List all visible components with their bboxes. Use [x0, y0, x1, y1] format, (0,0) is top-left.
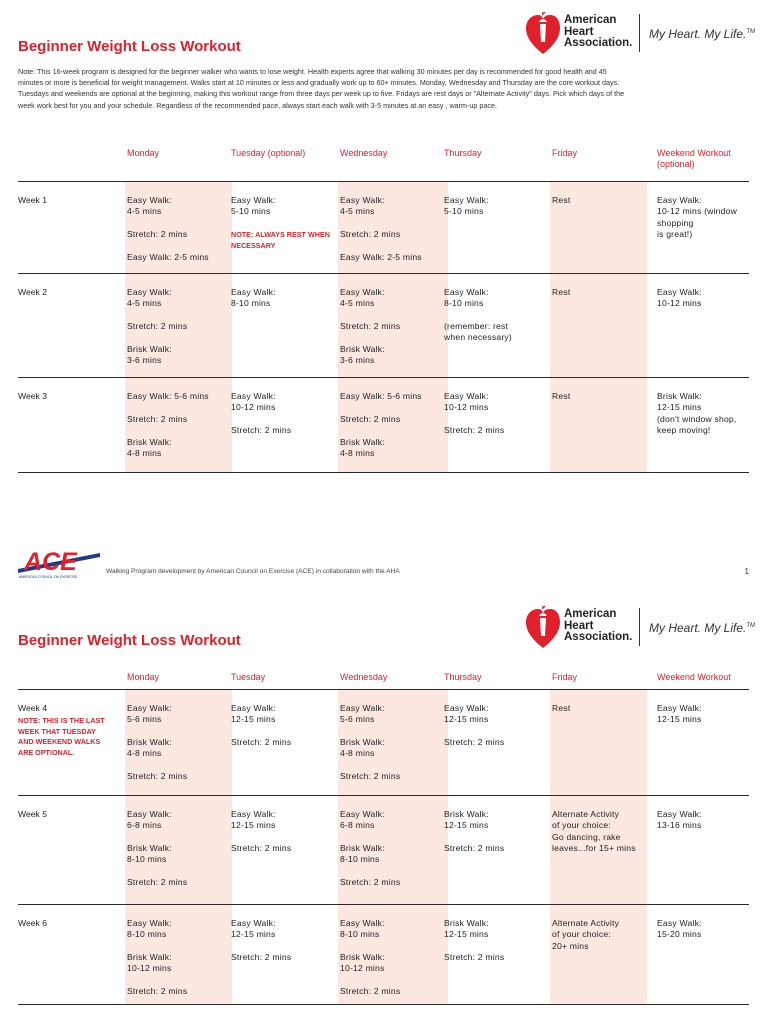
activity-item: Easy Walk: 5-6 mins: [127, 703, 172, 725]
org-line: Heart: [564, 25, 594, 38]
column-shade: [550, 181, 647, 472]
schedule-cell: [444, 195, 544, 229]
activity-item: Easy Walk: 12-15 mins: [231, 703, 276, 725]
rest-note: NOTE: ALWAYS REST WHEN NECESSARY: [231, 230, 330, 251]
org-line: Association.: [564, 631, 633, 643]
schedule-cell: [340, 703, 440, 794]
activity-item: Easy Walk: 8-10 mins: [127, 918, 172, 940]
table-rule: [18, 904, 749, 905]
activity-item: Rest: [552, 391, 571, 401]
column-header-tuesday: Tuesday (optional): [231, 148, 306, 158]
activity-item: Easy Walk: 12-15 mins: [444, 703, 489, 725]
schedule-cell: [127, 918, 227, 1009]
activity-item: Stretch: 2 mins: [340, 321, 401, 332]
schedule-cell: [231, 195, 331, 262]
schedule-cell: [657, 809, 749, 843]
schedule-cell: [127, 195, 227, 275]
heart-torch-icon: [525, 606, 561, 650]
aha-logo: [525, 606, 760, 650]
schedule-cell: [657, 703, 749, 737]
week-label: Week 1: [18, 195, 47, 205]
activity-item: Easy Walk: 15-20 mins: [657, 918, 702, 940]
week-label: Week 5: [18, 809, 47, 819]
activity-item: Stretch: 2 mins: [231, 425, 292, 436]
week-label: Week 3: [18, 391, 47, 401]
page-title: Beginner Weight Loss Workout: [18, 38, 241, 55]
activity-item: Easy Walk: 4-5 mins: [340, 195, 385, 217]
activity-item: Brisk Walk: 4-8 mins: [127, 737, 172, 759]
activity-item: Easy Walk: 8-10 mins: [340, 918, 385, 940]
schedule-cell: [231, 918, 331, 975]
activity-item: Brisk Walk: 3-6 mins: [127, 343, 172, 366]
column-header-thursday: Thursday: [444, 672, 482, 682]
table-rule: [18, 795, 749, 796]
schedule-cell: [340, 809, 440, 900]
activity-item: Rest: [552, 195, 571, 205]
activity-item: Stretch: 2 mins: [231, 952, 292, 963]
table-rule: [18, 689, 749, 690]
org-line: American: [564, 14, 617, 26]
activity-item: Rest: [552, 703, 571, 713]
footer: [18, 545, 749, 581]
activity-item: Brisk Walk: 4-8 mins: [340, 737, 385, 759]
column-header-weekend: Weekend Workout (optional): [657, 148, 731, 169]
aha-wordmark: [564, 15, 632, 50]
activity-item: Easy Walk: 12-15 mins: [231, 918, 276, 940]
org-line: American: [564, 608, 617, 620]
schedule-cell: [231, 809, 331, 866]
activity-item: Easy Walk: 10-12 mins: [231, 391, 276, 413]
activity-item: Easy Walk: 10-12 mins: [444, 391, 489, 413]
activity-item: Brisk Walk: 4-8 mins: [127, 436, 172, 458]
activity-item: Brisk Walk: 4-8 mins: [340, 436, 385, 458]
column-header-weekend: Weekend Workout: [657, 672, 731, 682]
schedule-cell: [657, 195, 749, 252]
table-rule: [18, 181, 749, 182]
schedule-cell: [127, 287, 227, 378]
activity-item: Rest: [552, 287, 571, 297]
activity-item: Brisk Walk: 3-6 mins: [340, 343, 385, 366]
activity-item: Easy Walk: 8-10 mins: [231, 287, 276, 309]
activity-item: Alternate Activity of your choice: 20+ mins: [552, 918, 620, 951]
trademark-mark: TM: [746, 29, 756, 35]
activity-item: Stretch: 2 mins: [127, 229, 188, 240]
activity-item: Stretch: 2 mins: [127, 321, 188, 332]
column-header-friday: Friday: [552, 148, 578, 158]
schedule-cell: [444, 809, 544, 866]
ace-wordmark: ACE: [24, 548, 77, 576]
activity-item: Stretch: 2 mins: [444, 425, 505, 436]
activity-item: Easy Walk: 2-5 mins: [127, 251, 209, 262]
activity-item: Easy Walk: 4-5 mins: [340, 287, 385, 309]
activity-item: Easy Walk: 4-5 mins: [127, 287, 172, 309]
column-header-tuesday: Tuesday: [231, 672, 266, 682]
activity-item: Brisk Walk: 10-12 mins: [127, 952, 172, 974]
logo-divider: [639, 14, 640, 52]
activity-item: Stretch: 2 mins: [444, 843, 505, 854]
ace-tagline: AMERICAN COUNCIL ON EXERCISE: [19, 575, 78, 579]
activity-item: Easy Walk: 4-5 mins: [127, 195, 172, 217]
schedule-cell: [127, 391, 227, 471]
activity-item: Brisk Walk: 8-10 mins: [340, 843, 385, 865]
schedule-cell: [340, 391, 440, 471]
schedule-cell: [231, 391, 331, 448]
activity-item: Stretch: 2 mins: [231, 843, 292, 854]
trademark-mark: TM: [746, 623, 756, 629]
schedule-cell: [552, 195, 652, 218]
activity-item: Stretch: 2 mins: [340, 986, 401, 997]
activity-item: Stretch: 2 mins: [340, 771, 401, 782]
aha-logo: [525, 12, 760, 56]
activity-item: Stretch: 2 mins: [127, 986, 188, 997]
schedule-cell: [127, 703, 227, 794]
tagline-text: My Heart. My Life.: [649, 621, 747, 635]
activity-item: Stretch: 2 mins: [340, 877, 401, 888]
week-label: Week 4: [18, 703, 47, 713]
activity-item: Stretch: 2 mins: [127, 877, 188, 888]
activity-item: Easy Walk: 12-15 mins: [657, 703, 702, 725]
column-header-friday: Friday: [552, 672, 578, 682]
schedule-cell: [340, 918, 440, 1009]
schedule-cell: [552, 918, 652, 963]
page-title: Beginner Weight Loss Workout: [18, 632, 241, 649]
activity-item: Stretch: 2 mins: [340, 229, 401, 240]
schedule-cell: [340, 195, 440, 275]
schedule-cell: [444, 918, 544, 975]
activity-item: Stretch: 2 mins: [231, 737, 292, 748]
footer-credit: Walking Program development by American Council on Exercise (ACE) in collaboration with the AHA: [106, 568, 400, 575]
activity-item: Easy Walk: 8-10 mins: [444, 287, 489, 309]
schedule-cell: [657, 918, 749, 952]
activity-item: Easy Walk: 5-6 mins: [340, 391, 422, 401]
intro-note: Note: This 16-week program is designed for the beginner walker who wants to lose weight. Health experts agree that walking 30 minutes per day is recommended for good health and 45 minutes or more is beneficial for weight management. Walks start at 10 minutes or less and gradually work up to 60+ minutes. Monday, Wednesday and Thursday are the core workout days. Tuesdays and weekends are optional at the beginning, making this workout range from three days per week up to five. Fridays are rest days or "Alternate Activity" days. Pick which days of the week work best for you and your schedule. Regardless of the recommended pace, always start each walk with 3-5 minutes at an easy , warm-up pace.: [18, 67, 625, 110]
activity-item: Easy Walk: 12-15 mins: [231, 809, 276, 831]
schedule-cell: [231, 703, 331, 760]
activity-item: Stretch: 2 mins: [127, 413, 188, 424]
activity-item: Brisk Walk: 8-10 mins: [127, 843, 172, 865]
schedule-cell: [657, 391, 749, 448]
schedule-cell: [340, 287, 440, 378]
activity-item: Easy Walk: 5-10 mins: [231, 195, 276, 217]
tagline: [649, 621, 755, 635]
schedule-cell: [552, 703, 652, 726]
column-header-monday: Monday: [127, 672, 160, 682]
column-header-wednesday: Wednesday: [340, 148, 388, 158]
activity-item: Brisk Walk: 10-12 mins: [340, 952, 385, 974]
week-label: Week 2: [18, 287, 47, 297]
activity-item: Stretch: 2 mins: [444, 952, 505, 963]
org-line: Association.: [564, 37, 633, 49]
schedule-cell: [552, 287, 652, 310]
activity-item: Easy Walk: 13-16 mins: [657, 809, 702, 831]
schedule-cell: [444, 287, 544, 355]
activity-item: Easy Walk: 10-12 mins (window shopping is great!): [657, 195, 738, 239]
activity-item: Stretch: 2 mins: [340, 413, 401, 424]
page-number: 1: [744, 567, 749, 576]
table-rule: [18, 472, 749, 473]
schedule-cell: [231, 287, 331, 321]
schedule-cell: [127, 809, 227, 900]
activity-item: Stretch: 2 mins: [127, 771, 188, 782]
activity-item: Brisk Walk: 12-15 mins: [444, 809, 489, 831]
column-header-wednesday: Wednesday: [340, 672, 388, 682]
week-label: Week 6: [18, 918, 47, 928]
schedule-cell: [657, 287, 749, 321]
activity-item: Easy Walk: 5-10 mins: [444, 195, 489, 217]
tagline: [649, 27, 755, 41]
schedule-cell: [552, 391, 652, 414]
activity-item: Easy Walk: 10-12 mins: [657, 287, 702, 309]
aha-wordmark: [564, 609, 632, 644]
activity-item: Easy Walk: 5-6 mins: [127, 391, 209, 401]
activity-item: Easy Walk: 2-5 mins: [340, 251, 422, 262]
schedule-cell: [444, 703, 544, 760]
activity-item: (remember: rest when necessary): [444, 321, 512, 343]
activity-item: Easy Walk: 5-6 mins: [340, 703, 385, 725]
heart-torch-icon: [525, 12, 561, 56]
column-header-monday: Monday: [127, 148, 160, 158]
activity-item: Brisk Walk: 12-15 mins (don't window shop, keep moving!: [657, 391, 737, 435]
ace-logo-icon: [18, 545, 100, 579]
activity-item: Alternate Activity of your choice: Go dancing, rake leaves...for 15+ mins: [552, 809, 636, 853]
schedule-cell: [552, 809, 652, 866]
activity-item: Brisk Walk: 12-15 mins: [444, 918, 489, 940]
activity-item: Stretch: 2 mins: [444, 737, 505, 748]
activity-item: Easy Walk: 6-8 mins: [340, 809, 385, 831]
org-line: Heart: [564, 619, 594, 632]
column-header-thursday: Thursday: [444, 148, 482, 158]
logo-divider: [639, 608, 640, 646]
week-note: NOTE: THIS IS THE LAST WEEK THAT TUESDAY AND WEEKEND WALKS ARE OPTIONAL.: [18, 716, 105, 757]
schedule-cell: [444, 391, 544, 448]
activity-item: Easy Walk: 6-8 mins: [127, 809, 172, 831]
tagline-text: My Heart. My Life.: [649, 27, 747, 41]
